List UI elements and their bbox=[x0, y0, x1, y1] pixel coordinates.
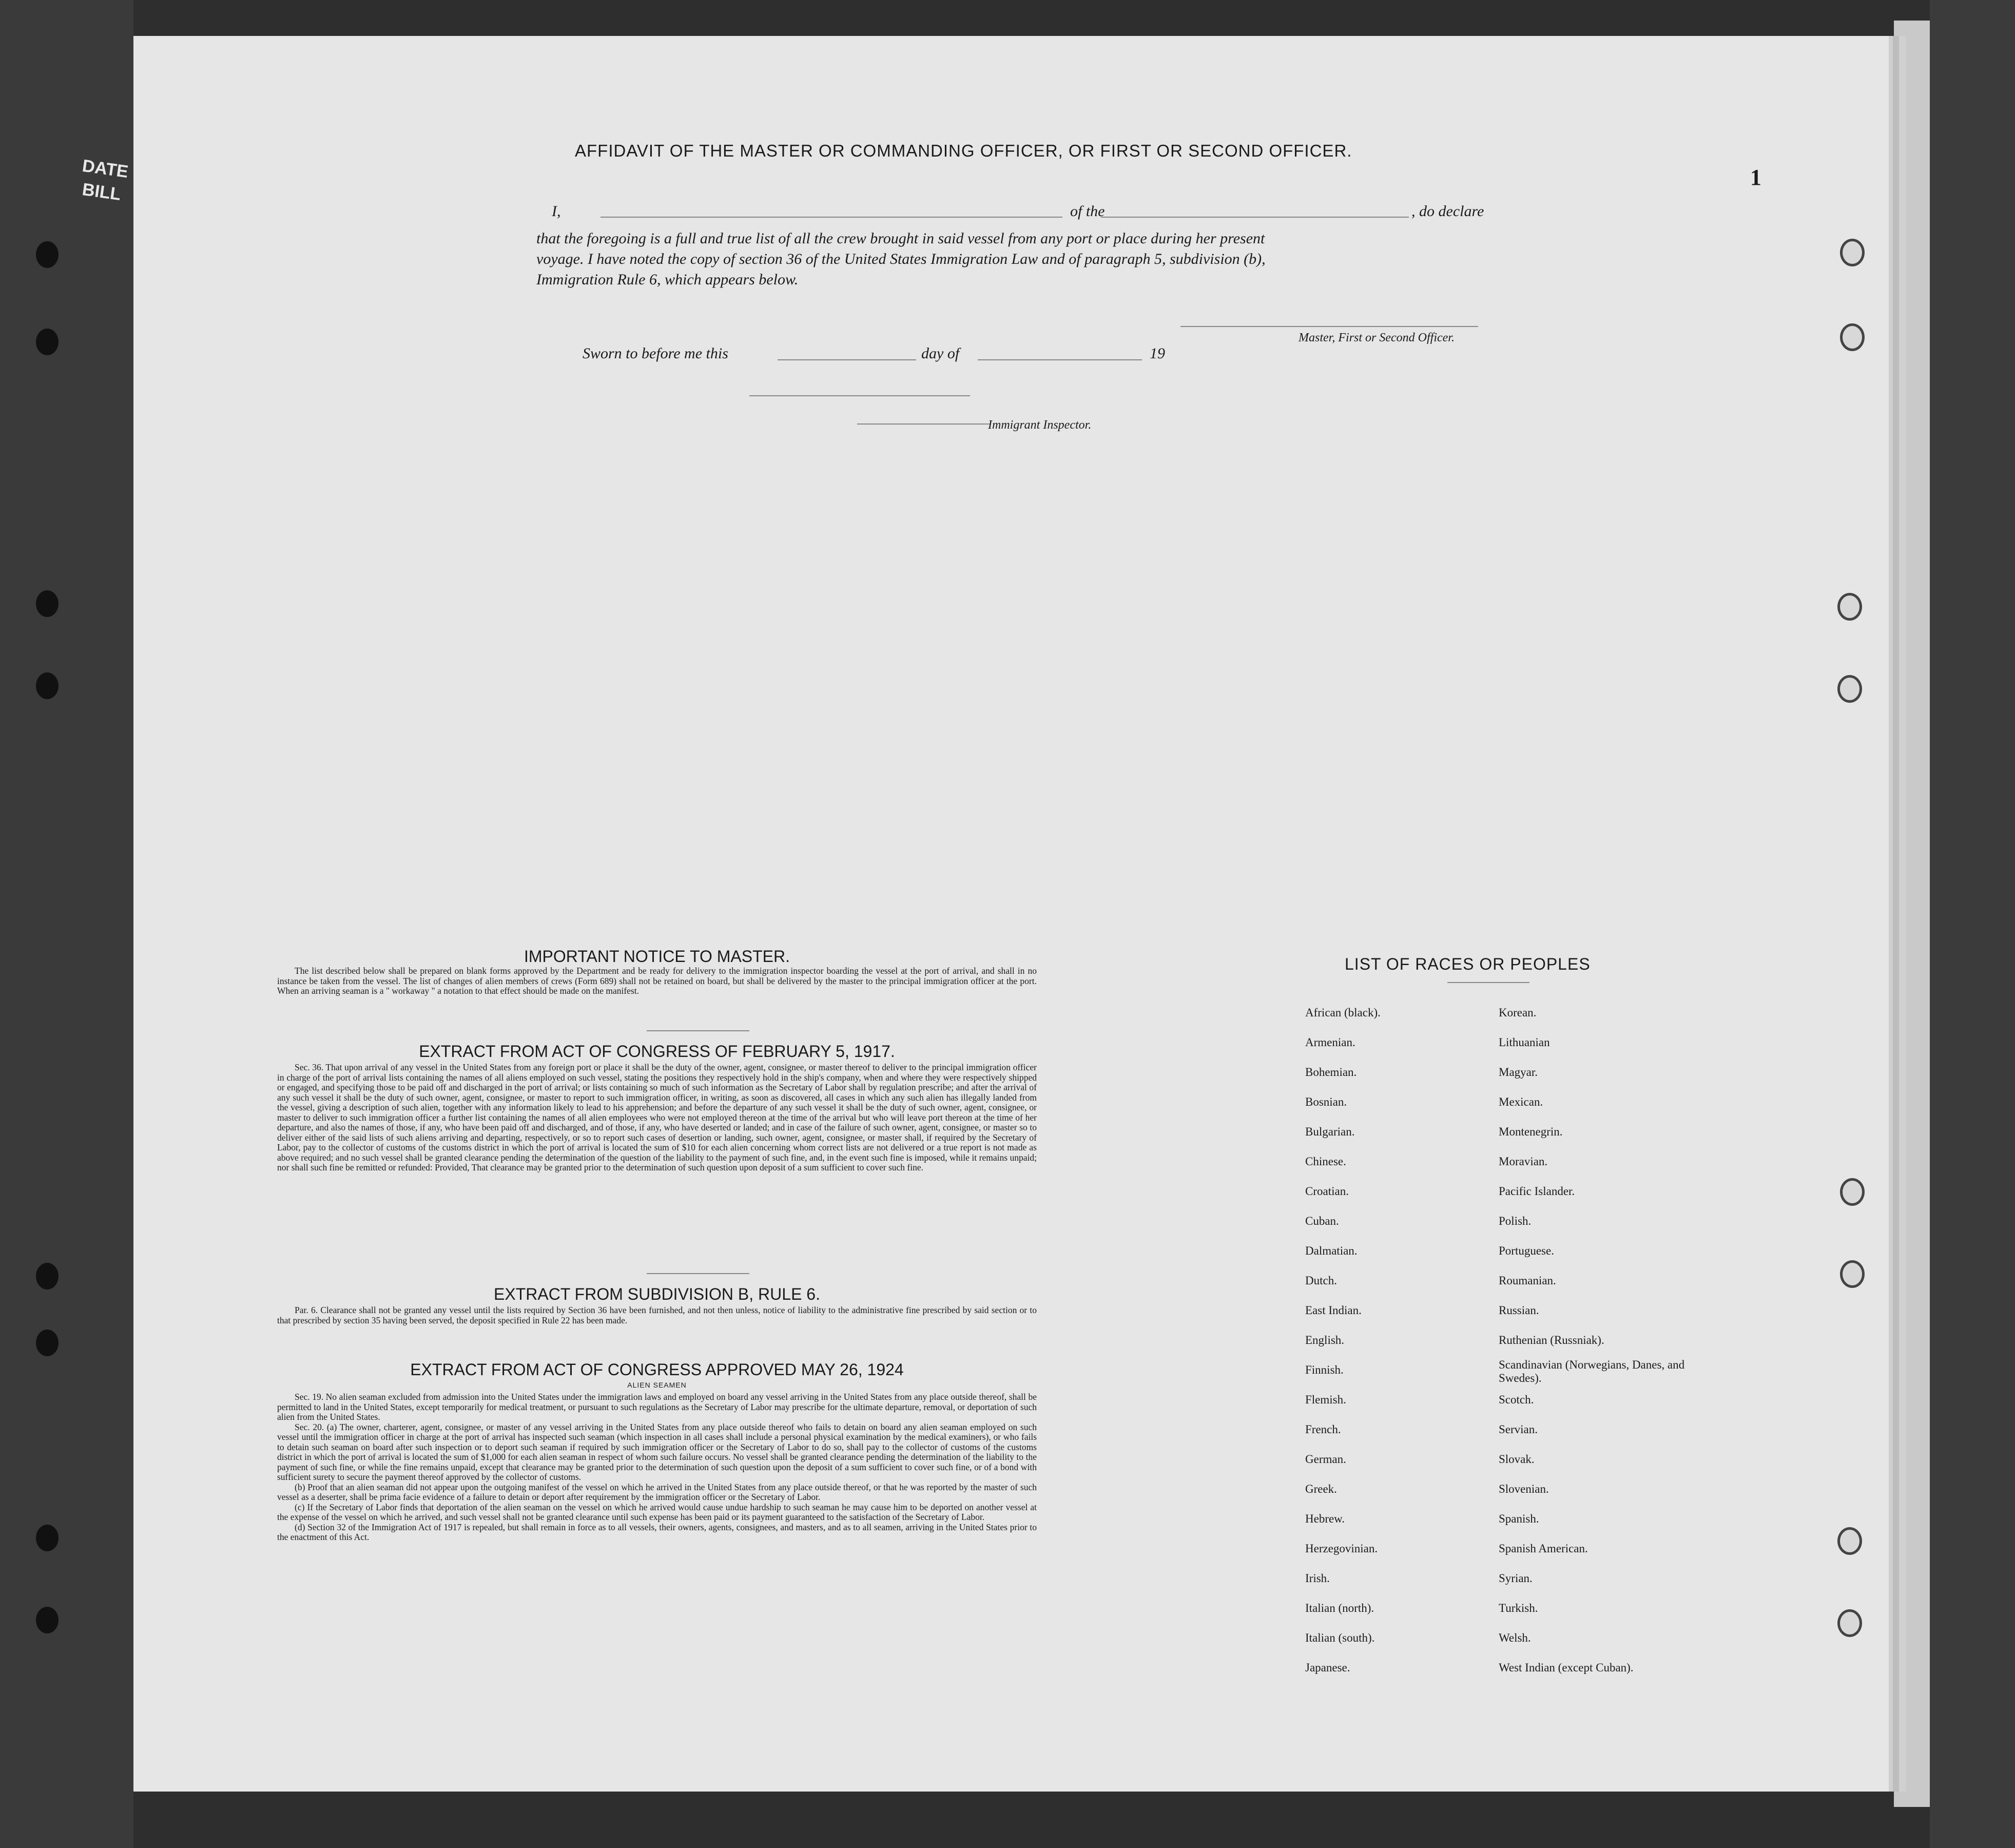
sec20a-paragraph: Sec. 20. (a) The owner, charterer, agent, consignee, or master of any vessel arriving in the United States from any place outside thereof who fails to detain on board any alien seaman employed on such vessel until the immigration officer in charge at the port of arrival has inspected such seaman (which inspection in all cases shall include a personal physical examination by the medical examiners), or who fails to detain such seaman on board after such inspection or to deport such seaman if required by such immigration officer or the Secretary of Labor to do so, shall pay to the collector of customs of the customs district in which the port of arrival is located the sum of $1,000 for each alien seaman in respect of whom such failure occurs. No vessel shall be granted clearance pending the determination of the liability to the payment of such fine, or while the fine remains unpaid, except that clearance may be granted prior to the determination of such question upon the deposit of a sum sufficient to cover such fine, or of a bond with sufficient surety to secure the payment thereof approved by the collector of customs. bbox=[277, 1421, 1037, 1482]
binder-hole bbox=[36, 1263, 59, 1289]
master-caption: Master, First or Second Officer. bbox=[1299, 331, 1455, 344]
race-item: Bosnian. bbox=[1305, 1095, 1347, 1108]
extract-1924-text bbox=[277, 1392, 1037, 1543]
month-blank-line bbox=[978, 359, 1142, 360]
race-item: Polish. bbox=[1499, 1215, 1532, 1227]
day-of-label: day of bbox=[921, 345, 960, 362]
race-item: Dutch. bbox=[1305, 1274, 1337, 1287]
day-blank-line bbox=[778, 359, 916, 360]
stub-date-label: DATE bbox=[81, 156, 130, 182]
race-item: Spanish. bbox=[1499, 1512, 1539, 1525]
race-item: Italian (south). bbox=[1305, 1631, 1375, 1644]
races-title: LIST OF RACES OR PEOPLES bbox=[1345, 955, 1591, 973]
race-item: East Indian. bbox=[1305, 1304, 1362, 1317]
race-item: Italian (north). bbox=[1305, 1602, 1374, 1614]
race-item: West Indian (except Cuban). bbox=[1499, 1661, 1634, 1674]
race-item: Flemish. bbox=[1305, 1393, 1346, 1406]
background-right bbox=[1930, 0, 2015, 1848]
punch-ring bbox=[1837, 593, 1862, 621]
inspector-upper-line bbox=[749, 395, 970, 396]
extract-1917-text bbox=[277, 1063, 1037, 1173]
extract-rule6-paragraph: Par. 6. Clearance shall not be granted any vessel until the lists required by Section 36 have been furnished, and not then unless, notice of liability to the administrative fine prescribed by said section or to that prescribed by section 35 having been served, the deposit specified in Rule 22 has been made. bbox=[277, 1305, 1037, 1325]
race-item: Bulgarian. bbox=[1305, 1125, 1355, 1138]
race-item: French. bbox=[1305, 1423, 1341, 1436]
extract-1917-paragraph: Sec. 36. That upon arrival of any vessel in the United States from any foreign port or place it shall be the duty of the owner, agent, consignee, or master thereof to deliver to the principal immigration officer in charge of the port of arrival lists containing the names of all aliens employed on such vessel, stating the positions they respectively hold in the ship's company, when and where they were respectively shipped or engaged, and specifying those to be paid off and discharged in the port of arrival; or lists containing so much of such information as the Secretary of Labor shall by regulation prescribe; and after the arrival of any such vessel it shall be the duty of such owner, agent, consignee, or master to report to such immigration officer, in writing, as soon as discovered, all cases in which any such alien has illegally landed from the vessel, giving a description of such alien, together with any information likely to lead to his apprehension; and before the departure of any such vessel it shall be the duty of such owner, agent, consignee, or master to deliver to such immigration officer a further list containing the names of all alien employees who were not employed thereon at the time of the arrival but who will leave port thereon at the time of her departure, and also the names of those, if any, who have been paid off and discharged, and of those, if any, who have deserted or landed; and in case of the failure of such owner, agent, consignee, or master so to deliver either of the said lists of such aliens arriving and departing, respectively, or so to report such cases of desertion or landing, such owner, agent, consignee, or master shall, if required by the Secretary of Labor, pay to the collector of customs of the customs district in which the port of arrival is located the sum of $10 for each alien concerning whom correct lists are not delivered or a true report is not made as above required; and no such vessel shall be granted clearance pending the determination of the question of the liability to the payment of such fine, and, in the event such fine is imposed, while it remains unpaid; nor shall such fine be remitted or refunded: Provided, That clearance may be granted prior to the determination of such question upon deposit of a sum sufficient to cover such fine. bbox=[277, 1062, 1037, 1172]
sec19-paragraph: Sec. 19. No alien seaman excluded from admission into the United States under the immigration laws and employed on board any vessel arriving in the United States from any place outside thereof, shall be permitted to land in the United States, except temporarily for medical treatment, or pursuant to such regulations as the Secretary of Labor may prescribe for the ultimate departure, removal, or deportation of such alien from the United States. bbox=[277, 1392, 1037, 1422]
race-item: Ruthenian (Russniak). bbox=[1499, 1334, 1604, 1346]
race-item: Croatian. bbox=[1305, 1185, 1349, 1198]
race-item: Slovenian. bbox=[1499, 1483, 1549, 1495]
binding-stub bbox=[0, 0, 133, 1848]
vessel-blank-line bbox=[1101, 217, 1409, 218]
page-stack-edge bbox=[1894, 21, 1930, 1807]
race-item: Magyar. bbox=[1499, 1066, 1538, 1079]
affidavit-body-line3: Immigration Rule 6, which appears below. bbox=[536, 271, 799, 288]
race-item: Armenian. bbox=[1305, 1036, 1355, 1049]
notice-paragraph: The list described below shall be prepared on blank forms approved by the Department and be ready for delivery to the immigration inspector boarding the vessel at the port of arrival, and shall in no instance be taken from the vessel. The list of changes of alien members of crews (Form 689) shall not be retained on board, but shall be delivered by the master to the principal immigration officer at the port. When an arriving seaman is a " workaway " a notation to that effect should be made on the manifest. bbox=[277, 966, 1037, 996]
race-item: Moravian. bbox=[1499, 1155, 1548, 1168]
race-item: Welsh. bbox=[1499, 1631, 1531, 1644]
affidavit-i-label: I, bbox=[552, 203, 561, 220]
page-number: 1 bbox=[1750, 165, 1761, 190]
punch-ring bbox=[1840, 1178, 1865, 1206]
sec20c-paragraph: (c) If the Secretary of Labor finds that deportation of the alien seaman on the vessel on which he arrived would cause undue hardship to such seaman he may cause him to be deported on another vessel at the expense of the vessel on which he arrived, and such vessel shall not be granted clearance until such expense has been paid or its payment guaranteed to the satisfaction of the Secretary of Labor. bbox=[277, 1502, 1037, 1522]
race-item: Russian. bbox=[1499, 1304, 1539, 1317]
binder-hole bbox=[36, 241, 59, 268]
inspector-signature-line bbox=[857, 424, 991, 425]
binder-hole bbox=[36, 329, 59, 355]
binder-hole bbox=[36, 1607, 59, 1633]
document-page bbox=[133, 36, 1889, 1792]
notice-text bbox=[277, 966, 1037, 996]
races-divider bbox=[1447, 982, 1529, 983]
punch-ring bbox=[1837, 1609, 1862, 1637]
race-item: Scandinavian (Norwegians, Danes, and Swedes). bbox=[1499, 1358, 1685, 1384]
race-item: Scotch. bbox=[1499, 1393, 1534, 1406]
race-item: English. bbox=[1305, 1334, 1345, 1346]
race-item: Slovak. bbox=[1499, 1453, 1535, 1466]
master-signature-line bbox=[1180, 326, 1478, 327]
binder-hole bbox=[36, 590, 59, 617]
sec20d-paragraph: (d) Section 32 of the Immigration Act of 1917 is repealed, but shall remain in force as to all vessels, their owners, agents, consignees, and masters, and as to all seamen, arriving in the United States prior to the enactment of this Act. bbox=[277, 1522, 1037, 1542]
name-blank-line bbox=[600, 217, 1062, 218]
race-item: Korean. bbox=[1499, 1006, 1537, 1019]
affidavit-body-line2: voyage. I have noted the copy of section 36 of the United States Immigration Law and of paragraph 5, subdivision (b), bbox=[536, 251, 1266, 267]
race-item: Turkish. bbox=[1499, 1602, 1538, 1614]
affidavit-body-line1: that the foregoing is a full and true list of all the crew brought in said vessel from any port or place during her present bbox=[536, 230, 1265, 247]
race-item: Servian. bbox=[1499, 1423, 1538, 1436]
race-item: Bohemian. bbox=[1305, 1066, 1357, 1079]
race-item: Finnish. bbox=[1305, 1363, 1344, 1376]
extract-rule6-text bbox=[277, 1305, 1037, 1325]
race-item: German. bbox=[1305, 1453, 1346, 1466]
year-label: 19 bbox=[1150, 345, 1165, 362]
race-item: Hebrew. bbox=[1305, 1512, 1345, 1525]
race-item: Syrian. bbox=[1499, 1572, 1533, 1585]
punch-ring bbox=[1840, 323, 1865, 351]
affidavit-of-the-label: of the bbox=[1070, 203, 1105, 220]
sworn-label: Sworn to before me this bbox=[583, 345, 728, 362]
binder-hole bbox=[36, 672, 59, 699]
extract-1924-title: EXTRACT FROM ACT OF CONGRESS APPROVED MAY 26, 1924 bbox=[410, 1360, 904, 1379]
punch-ring bbox=[1840, 239, 1865, 266]
section-divider bbox=[647, 1030, 749, 1031]
notice-title: IMPORTANT NOTICE TO MASTER. bbox=[524, 947, 790, 966]
race-item: Roumanian. bbox=[1499, 1274, 1556, 1287]
race-item: Lithuanian bbox=[1499, 1036, 1550, 1049]
race-item: Greek. bbox=[1305, 1483, 1337, 1495]
race-item: African (black). bbox=[1305, 1006, 1381, 1019]
race-item: Mexican. bbox=[1499, 1095, 1543, 1108]
race-item: Portuguese. bbox=[1499, 1244, 1554, 1257]
extract-rule6-title: EXTRACT FROM SUBDIVISION B, RULE 6. bbox=[494, 1285, 820, 1303]
section-divider bbox=[647, 1273, 749, 1274]
binder-hole bbox=[36, 1330, 59, 1356]
binder-hole bbox=[36, 1525, 59, 1551]
race-item: Irish. bbox=[1305, 1572, 1330, 1585]
inspector-caption: Immigrant Inspector. bbox=[988, 418, 1092, 432]
sec20b-paragraph: (b) Proof that an alien seaman did not appear upon the outgoing manifest of the vessel on which he arrived in the United States from any place outside thereof, or that he was reported by the master of such vessel as a deserter, shall be prima facie evidence of a failure to detain or deport after requirement by the immigration officer or the Secretary of Labor. bbox=[277, 1481, 1037, 1502]
affidavit-title: AFFIDAVIT OF THE MASTER OR COMMANDING OFFICER, OR FIRST OR SECOND OFFICER. bbox=[575, 141, 1352, 160]
race-item: Japanese. bbox=[1305, 1661, 1350, 1674]
race-item: Chinese. bbox=[1305, 1155, 1346, 1168]
extract-1917-title: EXTRACT FROM ACT OF CONGRESS OF FEBRUARY 5, 1917. bbox=[419, 1042, 895, 1061]
race-item: Cuban. bbox=[1305, 1215, 1339, 1227]
stub-bill-label: BILL bbox=[81, 179, 122, 205]
extract-1924-subtitle: ALIEN SEAMEN bbox=[627, 1381, 687, 1389]
race-item: Pacific Islander. bbox=[1499, 1185, 1575, 1198]
race-item: Herzegovinian. bbox=[1305, 1542, 1378, 1555]
punch-ring bbox=[1840, 1260, 1865, 1288]
race-item: Dalmatian. bbox=[1305, 1244, 1358, 1257]
punch-ring bbox=[1837, 675, 1862, 703]
race-item: Spanish American. bbox=[1499, 1542, 1588, 1555]
affidavit-declare-label: , do declare bbox=[1411, 203, 1484, 220]
punch-ring bbox=[1837, 1527, 1862, 1555]
race-item: Montenegrin. bbox=[1499, 1125, 1563, 1138]
